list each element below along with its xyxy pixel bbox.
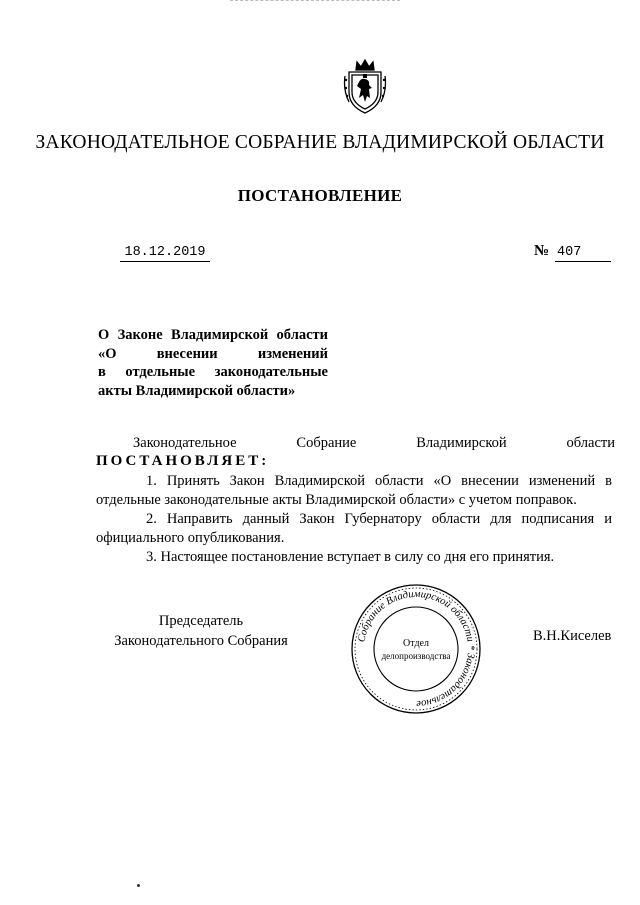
document-subject (98, 326, 328, 400)
resolution-item: 3. Настоящее постановление вступает в силу со дня его принятия. (146, 549, 555, 565)
number-label: № (534, 243, 550, 259)
subject-line: О Законе Владимирской области (98, 327, 328, 343)
resolution-item: 1. Принять Закон Владимирской области «О внесении изменений в отдельные законодательные акты Владимирской области» с учетом поправок. (96, 473, 612, 508)
top-edge-mark (230, 0, 400, 2)
stamp-center-line: делопроизводства (381, 651, 451, 661)
subject-line: «О внесении изменений (98, 345, 328, 362)
body-intro: Законодательное Собрание Владимирской области (133, 435, 615, 451)
subject-line: акты Владимирской области» (98, 382, 296, 399)
subject-line: в отдельные законодательные (98, 364, 328, 380)
document-date: 18.12.2019 (120, 246, 210, 262)
stamp-ring-text: Собрание Владимирской области * Законодательное (356, 588, 477, 710)
official-stamp (350, 583, 482, 715)
document-type-heading: ПОСТАНОВЛЕНИЕ (237, 186, 403, 205)
signatory-title (96, 612, 306, 651)
resolves-heading: ПОСТАНОВЛЯЕТ: (96, 453, 270, 469)
signatory-name: В.Н.Киселев (533, 628, 612, 644)
scan-speck (137, 884, 140, 887)
signatory-title-line: Законодательного Собрания (114, 632, 288, 649)
resolution-item: 2. Направить данный Закон Губернатору области для подписания и официального опубликования. (96, 511, 612, 546)
signatory-title-line: Председатель (158, 613, 244, 629)
document-number: 407 (555, 246, 611, 262)
coat-of-arms-emblem (343, 58, 387, 116)
stamp-center-line: Отдел (403, 638, 429, 649)
resolution-items (96, 472, 612, 567)
organization-title: ЗАКОНОДАТЕЛЬНОЕ СОБРАНИЕ ВЛАДИМИРСКОЙ ОБЛАСТИ (35, 132, 605, 153)
